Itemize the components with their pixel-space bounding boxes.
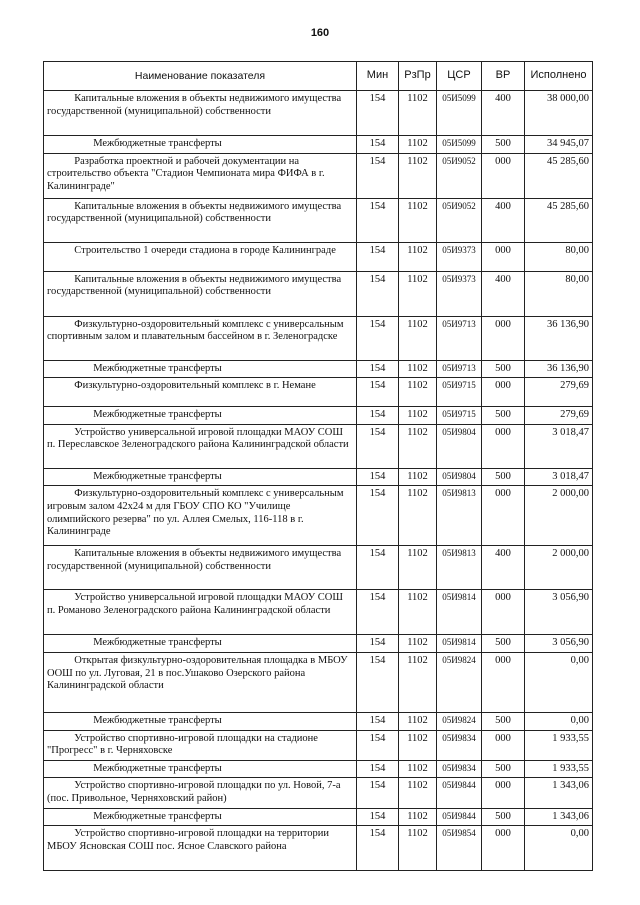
cell-vr: 500: [482, 468, 525, 486]
cell-indicator-name: Устройство спортивно-игровой площадки на стадионе "Прогресс" в г. Черняховске: [44, 730, 357, 760]
table-row: [44, 271, 593, 316]
cell-executed: 1 933,55: [525, 760, 593, 778]
cell-min: 154: [357, 826, 399, 871]
cell-indicator-name: Устройство универсальной игровой площадки МАОУ СОШ п. Переславское Зеленоградского района Калининградской области: [44, 424, 357, 468]
cell-min: 154: [357, 486, 399, 546]
cell-rzpr: 1102: [399, 198, 437, 242]
cell-csr: 05И9813: [437, 546, 482, 590]
cell-indicator-name: Капитальные вложения в объекты недвижимого имущества государственной (муниципальной) собственности: [44, 198, 357, 242]
cell-min: 154: [357, 271, 399, 316]
cell-indicator-name: Межбюджетные трансферты: [44, 635, 357, 653]
header-rzpr: РзПр: [399, 62, 437, 91]
cell-vr: 500: [482, 808, 525, 826]
header-indicator-name: Наименование показателя: [44, 62, 357, 91]
cell-indicator-name: Межбюджетные трансферты: [44, 136, 357, 154]
table-row: [44, 778, 593, 808]
cell-min: 154: [357, 760, 399, 778]
table-row: [44, 826, 593, 871]
cell-executed: 3 056,90: [525, 590, 593, 635]
cell-vr: 400: [482, 91, 525, 136]
cell-executed: 80,00: [525, 242, 593, 271]
cell-executed: 0,00: [525, 652, 593, 712]
table-row: [44, 198, 593, 242]
cell-min: 154: [357, 316, 399, 360]
cell-executed: 36 136,90: [525, 316, 593, 360]
cell-min: 154: [357, 153, 399, 198]
cell-min: 154: [357, 198, 399, 242]
cell-rzpr: 1102: [399, 468, 437, 486]
cell-executed: 1 343,06: [525, 778, 593, 808]
cell-rzpr: 1102: [399, 242, 437, 271]
cell-vr: 000: [482, 316, 525, 360]
cell-min: 154: [357, 635, 399, 653]
table-row: [44, 468, 593, 486]
cell-indicator-name: Капитальные вложения в объекты недвижимого имущества государственной (муниципальной) собственности: [44, 91, 357, 136]
cell-executed: 3 018,47: [525, 468, 593, 486]
budget-table: [43, 61, 593, 871]
header-executed: Исполнено: [525, 62, 593, 91]
table-row: [44, 424, 593, 468]
cell-executed: 3 018,47: [525, 424, 593, 468]
cell-executed: 36 136,90: [525, 360, 593, 378]
cell-min: 154: [357, 91, 399, 136]
cell-rzpr: 1102: [399, 407, 437, 425]
cell-min: 154: [357, 730, 399, 760]
cell-min: 154: [357, 712, 399, 730]
cell-vr: 500: [482, 635, 525, 653]
cell-min: 154: [357, 590, 399, 635]
cell-vr: 500: [482, 360, 525, 378]
cell-indicator-name: Устройство спортивно-игровой площадки на территории МБОУ Ясновская СОШ пос. Ясное Славского района: [44, 826, 357, 871]
cell-vr: 000: [482, 590, 525, 635]
table-row: [44, 136, 593, 154]
cell-csr: 05И5099: [437, 91, 482, 136]
cell-executed: 3 056,90: [525, 635, 593, 653]
table-row: [44, 486, 593, 546]
cell-csr: 05И9824: [437, 712, 482, 730]
table-row: [44, 712, 593, 730]
cell-rzpr: 1102: [399, 590, 437, 635]
cell-min: 154: [357, 360, 399, 378]
cell-indicator-name: Строительство 1 очереди стадиона в городе Калининграде: [44, 242, 357, 271]
cell-min: 154: [357, 378, 399, 407]
cell-vr: 000: [482, 652, 525, 712]
table-body: [44, 91, 593, 871]
cell-vr: 400: [482, 546, 525, 590]
cell-vr: 000: [482, 242, 525, 271]
cell-executed: 279,69: [525, 378, 593, 407]
table-row: [44, 808, 593, 826]
cell-rzpr: 1102: [399, 91, 437, 136]
cell-min: 154: [357, 136, 399, 154]
cell-csr: 05И9715: [437, 378, 482, 407]
cell-executed: 34 945,07: [525, 136, 593, 154]
header-csr: ЦСР: [437, 62, 482, 91]
cell-executed: 2 000,00: [525, 486, 593, 546]
table-row: [44, 546, 593, 590]
cell-min: 154: [357, 546, 399, 590]
cell-csr: 05И9834: [437, 730, 482, 760]
cell-executed: 38 000,00: [525, 91, 593, 136]
page-number: 160: [310, 27, 330, 39]
cell-csr: 05И9804: [437, 424, 482, 468]
header-vr: ВР: [482, 62, 525, 91]
cell-rzpr: 1102: [399, 635, 437, 653]
cell-vr: 400: [482, 271, 525, 316]
cell-rzpr: 1102: [399, 808, 437, 826]
cell-csr: 05И9373: [437, 242, 482, 271]
table-row: [44, 360, 593, 378]
cell-executed: 279,69: [525, 407, 593, 425]
cell-csr: 05И9814: [437, 590, 482, 635]
cell-csr: 05И9373: [437, 271, 482, 316]
cell-csr: 05И9844: [437, 808, 482, 826]
cell-vr: 000: [482, 730, 525, 760]
cell-vr: 500: [482, 136, 525, 154]
cell-indicator-name: Разработка проектной и рабочей документации на строительство объекта "Стадион Чемпионата мира ФИФА в г. Калининграде": [44, 153, 357, 198]
cell-vr: 500: [482, 407, 525, 425]
cell-csr: 05И9814: [437, 635, 482, 653]
cell-indicator-name: Межбюджетные трансферты: [44, 808, 357, 826]
cell-rzpr: 1102: [399, 153, 437, 198]
cell-vr: 000: [482, 826, 525, 871]
cell-vr: 000: [482, 486, 525, 546]
table-header-row: [44, 62, 593, 91]
cell-rzpr: 1102: [399, 712, 437, 730]
cell-vr: 000: [482, 778, 525, 808]
cell-executed: 1 933,55: [525, 730, 593, 760]
cell-rzpr: 1102: [399, 546, 437, 590]
table-row: [44, 652, 593, 712]
cell-indicator-name: Капитальные вложения в объекты недвижимого имущества государственной (муниципальной) собственности: [44, 271, 357, 316]
cell-indicator-name: Устройство спортивно-игровой площадки по ул. Новой, 7-а (пос. Привольное, Черняховский район): [44, 778, 357, 808]
header-min: Мин: [357, 62, 399, 91]
cell-rzpr: 1102: [399, 316, 437, 360]
cell-rzpr: 1102: [399, 136, 437, 154]
table-row: [44, 91, 593, 136]
cell-executed: 1 343,06: [525, 808, 593, 826]
cell-indicator-name: Межбюджетные трансферты: [44, 760, 357, 778]
cell-csr: 05И9854: [437, 826, 482, 871]
table-row: [44, 316, 593, 360]
cell-vr: 500: [482, 760, 525, 778]
cell-executed: 2 000,00: [525, 546, 593, 590]
cell-rzpr: 1102: [399, 271, 437, 316]
cell-min: 154: [357, 778, 399, 808]
cell-executed: 0,00: [525, 826, 593, 871]
table-row: [44, 760, 593, 778]
cell-indicator-name: Устройство универсальной игровой площадки МАОУ СОШ п. Романово Зеленоградского района Калининградской области: [44, 590, 357, 635]
cell-indicator-name: Межбюджетные трансферты: [44, 407, 357, 425]
cell-indicator-name: Межбюджетные трансферты: [44, 360, 357, 378]
cell-rzpr: 1102: [399, 360, 437, 378]
table-row: [44, 378, 593, 407]
cell-indicator-name: Физкультурно-оздоровительный комплекс с универсальным спортивным залом и плавательным бассейном в г. Зеленоградске: [44, 316, 357, 360]
cell-min: 154: [357, 468, 399, 486]
cell-vr: 500: [482, 712, 525, 730]
cell-csr: 05И9052: [437, 198, 482, 242]
cell-csr: 05И5099: [437, 136, 482, 154]
cell-vr: 000: [482, 153, 525, 198]
table-row: [44, 153, 593, 198]
cell-vr: 000: [482, 378, 525, 407]
cell-vr: 400: [482, 198, 525, 242]
cell-executed: 45 285,60: [525, 198, 593, 242]
table-row: [44, 730, 593, 760]
cell-rzpr: 1102: [399, 730, 437, 760]
cell-indicator-name: Межбюджетные трансферты: [44, 712, 357, 730]
cell-csr: 05И9824: [437, 652, 482, 712]
cell-csr: 05И9713: [437, 360, 482, 378]
cell-min: 154: [357, 407, 399, 425]
table-row: [44, 407, 593, 425]
cell-rzpr: 1102: [399, 378, 437, 407]
cell-min: 154: [357, 242, 399, 271]
cell-min: 154: [357, 808, 399, 826]
cell-csr: 05И9834: [437, 760, 482, 778]
cell-csr: 05И9715: [437, 407, 482, 425]
cell-rzpr: 1102: [399, 652, 437, 712]
cell-csr: 05И9813: [437, 486, 482, 546]
cell-indicator-name: Физкультурно-оздоровительный комплекс с универсальным игровым залом 42х24 м для ГБОУ СПО КО "Училище олимпийского резерва" по ул. Аллея Смелых, 116-118 в г. Калининграде: [44, 486, 357, 546]
cell-csr: 05И9844: [437, 778, 482, 808]
cell-executed: 45 285,60: [525, 153, 593, 198]
cell-min: 154: [357, 424, 399, 468]
cell-csr: 05И9804: [437, 468, 482, 486]
cell-rzpr: 1102: [399, 778, 437, 808]
table-row: [44, 590, 593, 635]
cell-indicator-name: Открытая физкультурно-оздоровительная площадка в МБОУ ООШ по ул. Луговая, 21 в пос.Ушаково Озерского района Калининградской области: [44, 652, 357, 712]
cell-rzpr: 1102: [399, 486, 437, 546]
cell-vr: 000: [482, 424, 525, 468]
cell-indicator-name: Капитальные вложения в объекты недвижимого имущества государственной (муниципальной) собственности: [44, 546, 357, 590]
cell-indicator-name: Межбюджетные трансферты: [44, 468, 357, 486]
table-row: [44, 242, 593, 271]
table-row: [44, 635, 593, 653]
cell-csr: 05И9713: [437, 316, 482, 360]
cell-indicator-name: Физкультурно-оздоровительный комплекс в г. Немане: [44, 378, 357, 407]
cell-executed: 80,00: [525, 271, 593, 316]
cell-rzpr: 1102: [399, 424, 437, 468]
cell-rzpr: 1102: [399, 760, 437, 778]
cell-csr: 05И9052: [437, 153, 482, 198]
cell-rzpr: 1102: [399, 826, 437, 871]
cell-executed: 0,00: [525, 712, 593, 730]
cell-min: 154: [357, 652, 399, 712]
